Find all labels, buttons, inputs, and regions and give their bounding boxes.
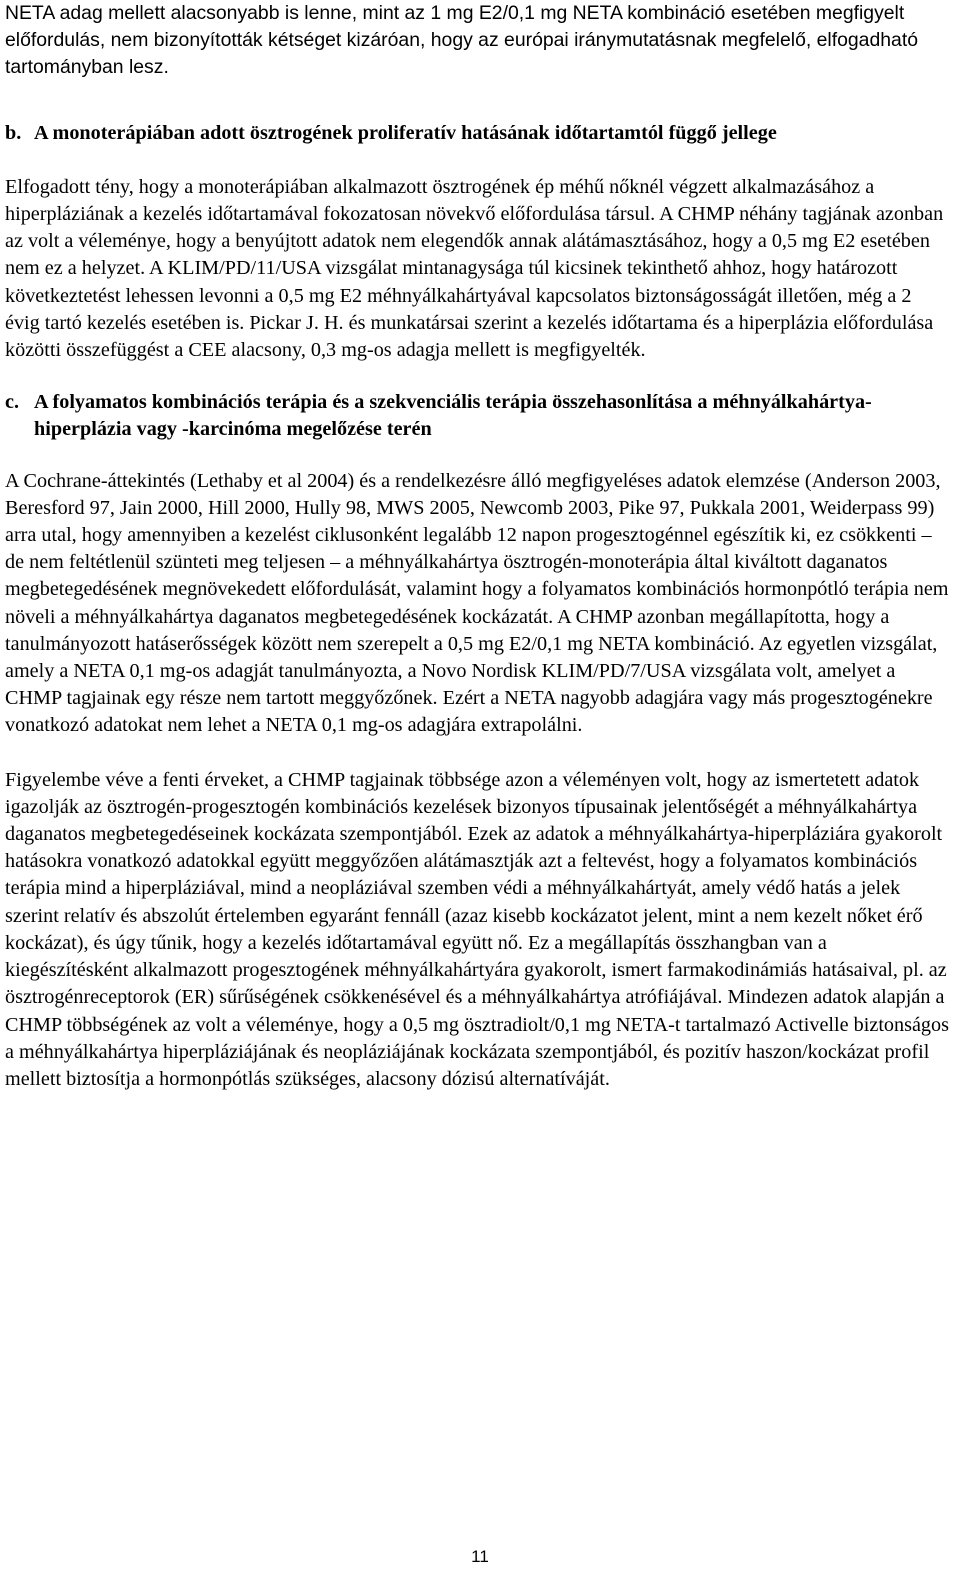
page-number: 11 xyxy=(471,1547,489,1566)
section-c-marker: c. xyxy=(5,391,20,414)
section-c-paragraph-1: A Cochrane-áttekintés (Lethaby et al 2004) és a rendelkezésre álló megfigyeléses adatok elemzése (Anderson 2003, Beresford 97, Jain 2000, Hill 2000, Hully 98, MWS 2005, Newcomb 2003, Pike 97, Pukkala 2001, Weiderpass 99) arra utal, hogy amennyiben a kezelést ciklusonként legalább 12 napon progesztogénnel egészítik ki, ez csökkenti – de nem feltétlenül szünteti meg teljesen – a méhnyálkahártya ösztrogén-monoterápia által kiváltott daganatos megbetegedésének megnövekedett előfordulását, valamint hogy a folyamatos kombinációs hormonpótló terápia nem növeli a méhnyálkahártya daganatos megbetegedésének kockázatát. A CHMP azonban megállapította, hogy a tanulmányozott hatáserősségek között nem szerepelt a 0,5 mg E2/0,1 mg NETA kombináció. Az egyetlen vizsgálat, amely a NETA 0,1 mg-os adagját tanulmányozta, a Novo Nordisk KLIM/PD/7/USA vizsgálata volt, amelyet a CHMP tagjainak egy része nem tartott meggyőzőnek. Ezért a NETA nagyobb adagjára vagy más progesztogénekre vonatkozó adatokat nem lehet a NETA 0,1 mg-os adagjára extrapolálni. xyxy=(5,469,949,737)
intro-paragraph: NETA adag mellett alacsonyabb is lenne, mint az 1 mg E2/0,1 mg NETA kombináció esetében megfigyelt előfordulás, nem bizonyították kétséget kizáróan, hogy az európai iránymutatásnak megfelelő, elfogadható tartományban lesz. xyxy=(5,2,918,79)
document-page xyxy=(5,0,951,1093)
section-b-heading xyxy=(5,120,951,147)
section-c-heading xyxy=(5,389,951,443)
section-b-title: A monoterápiában adott ösztrogének proliferatív hatásának időtartamtól függő jellege xyxy=(34,121,777,144)
section-b-paragraph: Elfogadott tény, hogy a monoterápiában alkalmazott ösztrogének ép méhű nőknél végzett alkalmazásához a hiperpláziának a kezelés időtartamával fokozatosan növekvő előfordulása társul. A CHMP néhány tagjának azonban az volt a véleménye, hogy a benyújtott adatok nem elegendők annak alátámasztásához, hogy a 0,5 mg E2 esetében nem ez a helyzet. A KLIM/PD/11/USA vizsgálat mintanagysága túl kicsinek tekinthető ahhoz, hogy határozott következtetést lehessen levonni a 0,5 mg E2 méhnyálkahártyával kapcsolatos biztonságosságát illetően, még a 2 évig tartó kezelés esetében is. Pickar J. H. és munkatársai szerint a kezelés időtartama és a hiperplázia előfordulása közötti összefüggést a CEE alacsony, 0,3 mg-os adagja mellett is megfigyelték. xyxy=(5,175,944,362)
section-c-title: A folyamatos kombinációs terápia és a szekvenciális terápia összehasonlítása a méhnyálkahártya-hiperplázia vagy -karcinóma megelőzése terén xyxy=(34,391,872,441)
section-c-paragraph-2: Figyelembe véve a fenti érveket, a CHMP tagjainak többsége azon a véleményen volt, hogy az ismertetett adatok igazolják az ösztrogén-progesztogén kombinációs kezelések bizonyos típusainak jelentőségét a méhnyálkahártya daganatos megbetegedéseinek kockázata szempontjából. Ezek az adatok a méhnyálkahártya-hiperpláziára gyakorolt hatásokra vonatkozó adatokkal együtt meggyőzően alátámasztják azt a feltevést, hogy a folyamatos kombinációs terápia mind a hiperpláziával, mind a neopláziával szemben védi a méhnyálkahártyát, amely védő hatás a jelek szerint relatív és abszolút értelemben egyaránt fennáll (azaz kisebb kockázatot jelent, mint a nem kezelt nőket érő kockázat), és úgy tűnik, hogy a kezelés időtartamával együtt nő. Ez a megállapítás összhangban van a kiegészítésként alkalmazott progesztogének méhnyálkahártyára gyakorolt, ismert farmakodinámiás hatásaival, pl. az ösztrogénreceptorok (ER) sűrűségének csökkenésével és a méhnyálkahártya atrófiájával. Mindezen adatok alapján a CHMP többségének az volt a véleménye, hogy a 0,5 mg ösztradiolt/0,1 mg NETA-t tartalmazó Activelle biztonságos a méhnyálkahártya hiperpláziájának és neopláziájának kockázata szempontjából, és pozitív haszon/kockázat profil mellett biztosítja a hormonpótlás szükséges, alacsony dózisú alternatíváját. xyxy=(5,768,949,1090)
section-b-marker: b. xyxy=(5,121,22,144)
